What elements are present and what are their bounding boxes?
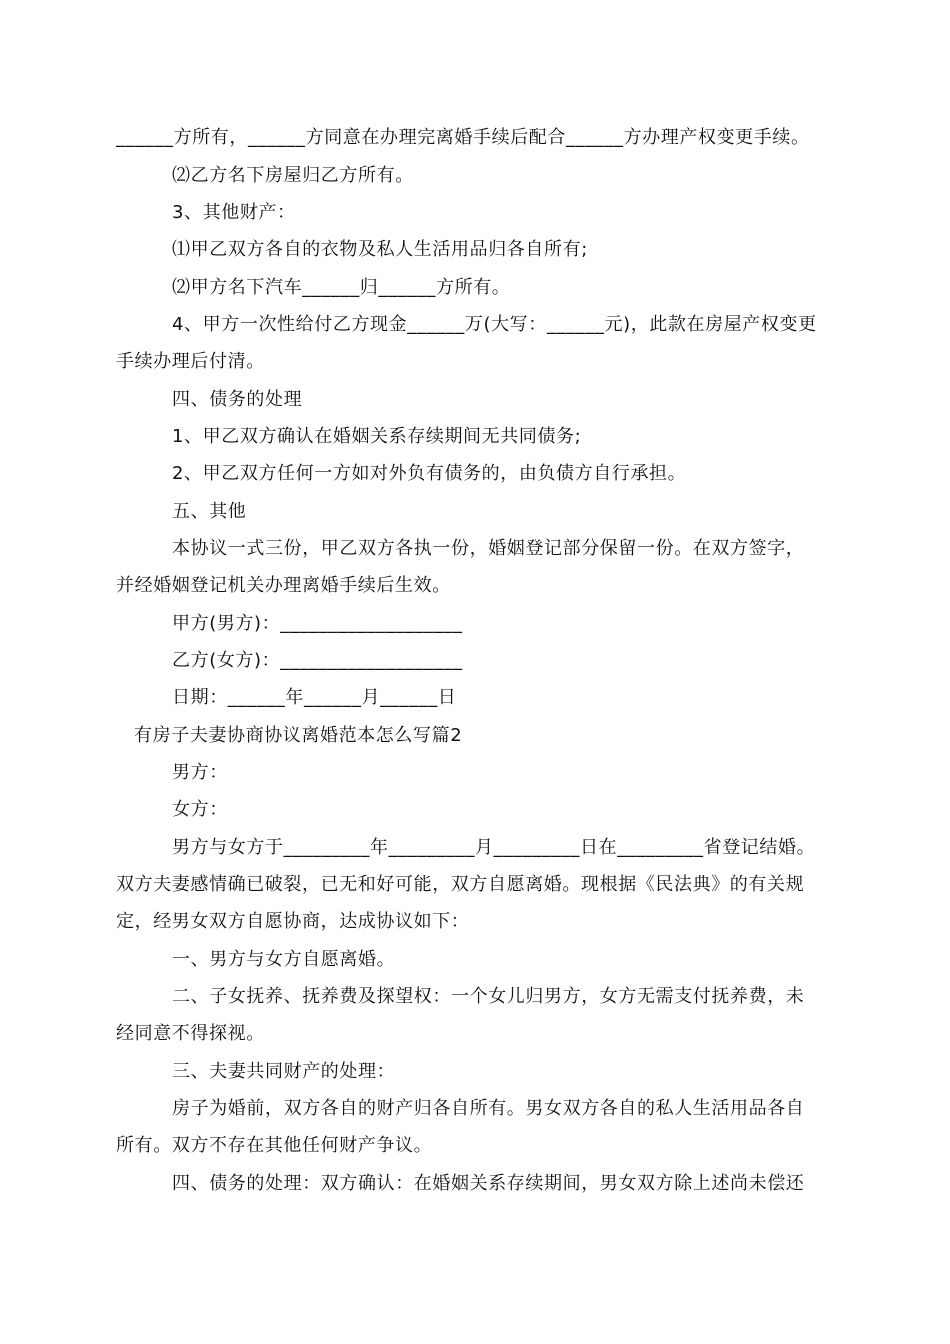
date-line: 日期：______年______月______日	[172, 687, 457, 708]
text-line: 房子为婚前，双方各自的财产归各自所有。男女双方各自的私人生活用品各自	[172, 1098, 805, 1119]
text-line: ⑴甲乙双方各自的衣物及私人生活用品归各自所有;	[172, 239, 588, 260]
section-heading: 四、债务的处理	[172, 389, 303, 410]
text-line: ⑵乙方名下房屋归乙方所有。	[172, 165, 414, 186]
text-line: 定，经男女双方自愿协商，达成协议如下：	[116, 911, 470, 932]
text-line: 并经婚姻登记机关办理离婚手续后生效。	[116, 575, 451, 596]
text-line: 1、甲乙双方确认在婚姻关系存续期间无共同债务;	[172, 426, 582, 447]
text-line: 4、甲方一次性给付乙方现金______万(大写：______元)，此款在房屋产权变更	[172, 314, 817, 335]
text-line: ______方所有，______方同意在办理完离婚手续后配合______方办理产权变更手续。	[116, 127, 810, 148]
text-line: ⑵甲方名下汽车______归______方所有。	[172, 277, 511, 298]
text-line: 3、其他财产：	[172, 202, 296, 223]
text-line: 所有。双方不存在其他任何财产争议。	[116, 1135, 433, 1156]
text-line: 2、甲乙双方任何一方如对外负有债务的，由负债方自行承担。	[172, 463, 687, 484]
section-heading: 五、其他	[172, 501, 247, 522]
signature-line-party-a: 甲方(男方)：___________________	[172, 613, 463, 634]
text-line: 经同意不得探视。	[116, 1023, 265, 1044]
signature-line-party-b: 乙方(女方)：___________________	[172, 650, 463, 671]
text-line: 男方与女方于_________年_________月_________日在_________省登记结婚。	[172, 837, 816, 858]
text-line: 男方：	[172, 762, 228, 783]
section-heading: 三、夫妻共同财产的处理：	[172, 1061, 396, 1082]
text-line: 双方夫妻感情确已破裂，已无和好可能，双方自愿离婚。现根据《民法典》的有关规	[116, 874, 805, 895]
text-line: 二、子女抚养、抚养费及探望权：一个女儿归男方，女方无需支付抚养费，未	[172, 986, 805, 1007]
article-title: 有房子夫妻协商协议离婚范本怎么写篇2	[134, 725, 463, 746]
text-line: 一、男方与女方自愿离婚。	[172, 949, 396, 970]
text-line: 四、债务的处理：双方确认：在婚姻关系存续期间，男女双方除上述尚未偿还	[172, 1173, 805, 1194]
text-line: 手续办理后付清。	[116, 351, 265, 372]
text-line: 本协议一式三份，甲乙双方各执一份，婚姻登记部分保留一份。在双方签字，	[172, 538, 805, 559]
text-line: 女方：	[172, 799, 228, 820]
